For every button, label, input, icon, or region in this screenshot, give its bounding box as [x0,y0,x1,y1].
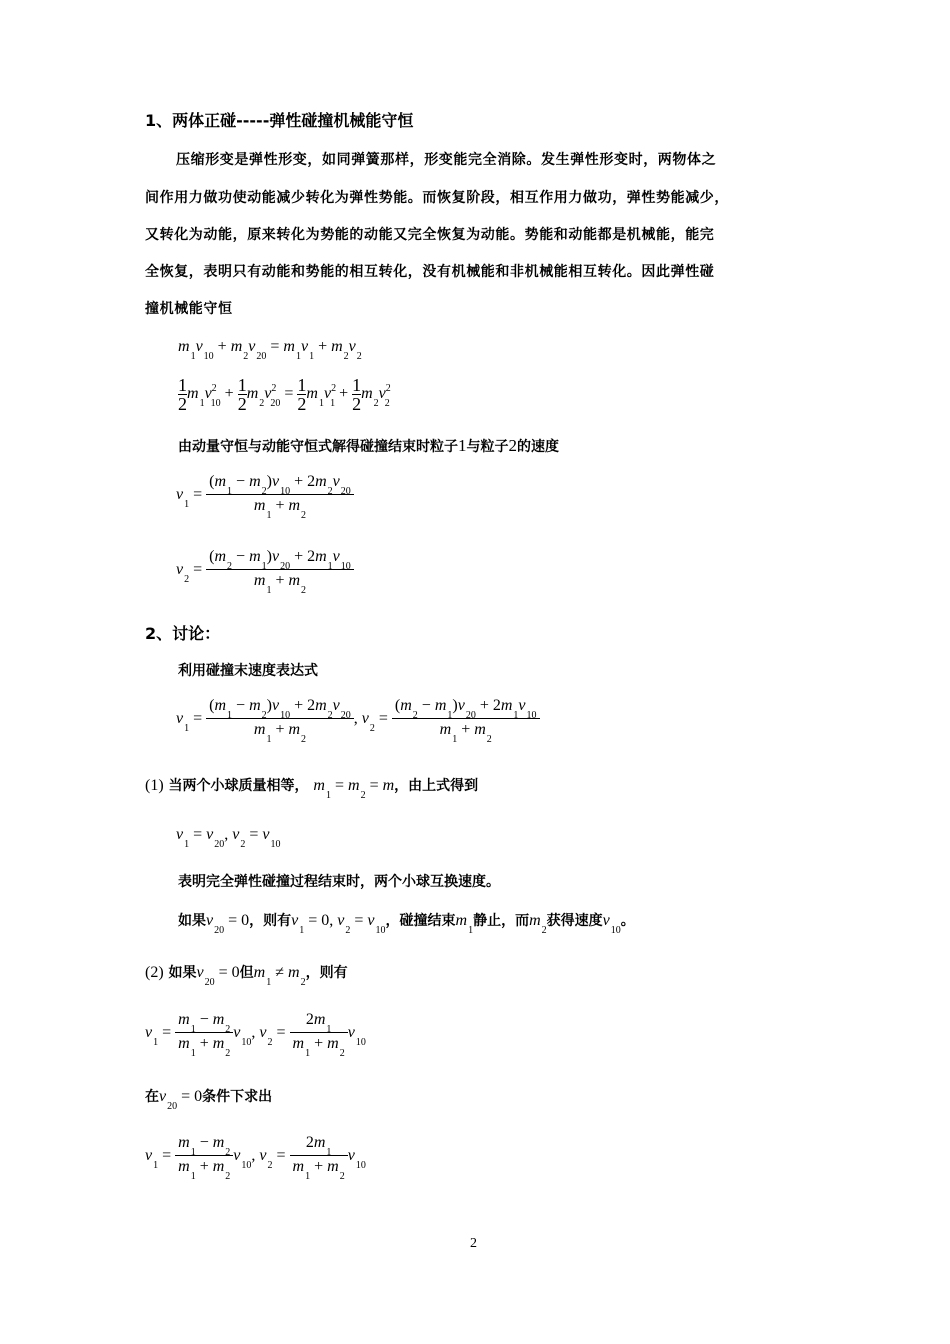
case2-text-c: ，则有 [305,965,348,981]
solve-sentence: 由动量守恒与动能守恒式解得碰撞结束时粒子1与粒子2的速度 [178,436,559,455]
case2-text-b: 但 [239,965,254,981]
body-line-2: 间作用力做功使动能减少转化为弹性势能。而恢复阶段，相互作用力做功，弹性势能减少， [145,190,729,206]
case1-text-b: ，由上式得到 [394,778,479,794]
section2-title: 2、讨论： [145,624,221,643]
body-line-4: 全恢复，表明只有动能和势能的相互转化，没有机械能和非机械能相互转化。因此弹性碰 [145,264,715,280]
page-number: 2 [470,1236,477,1251]
solve-text-c: 的速度 [517,439,559,455]
if-text-d: 静止，而 [473,913,530,929]
case1-text-a: 当两个小球质量相等， [168,778,309,794]
momentum-equation: $m_1v_{10} + m_2v_{20} = m_1v_1 + m_2v_2$ [178,338,362,362]
case2-label: (2) [145,964,164,981]
cond-text-b: 条件下求出 [202,1089,273,1105]
exchange-equation: $v_1 = v_{20}$, $v_2 = v_{10}$ [176,826,281,850]
exchange-text: 表明完全弹性碰撞过程结束时，两个小球互换速度。 [178,874,500,890]
v2-formula: $v_2$ = $\frac{(m_2 - m_1)v_{20} + 2m_1v_{10}}{m_1 + m_2}$ [176,547,354,594]
result-formula: $v_1$ = $\frac{m_1 - m_2}{m_1 + m_2}$ $v_{10}$, $v_2$ = $\frac{2m_1}{m_1 + m_2}$ $v_{10}$ [145,1134,366,1182]
energy-equation: $\frac{1}{2}$ $m_1v^2_{10}$ + $\frac{1}{2}$ $m_2v^2_{20}$ = $\frac{1}{2}$ $m_1v^2_1$ + $\frac{1}{2}$ $m_2v^2_2$ [178,375,391,414]
body-line-1: 压缩形变是弹性形变，如同弹簧那样，形变能完全消除。发生弹性形变时，两物体之 [176,152,717,168]
if-text-a: 如果 [178,913,206,929]
if-text-e: 获得速度 [546,913,603,929]
cond-text-a: 在 [145,1089,159,1105]
v1-formula: $v_1$ = $\frac{(m_1 - m_2)v_{10} + 2m_2v_{20}}{m_1 + m_2}$ [176,472,354,519]
solve-text-a: 由动量守恒与动能守恒式解得碰撞结束时粒子 [178,439,458,455]
section1-title: 1、两体正碰-----弹性碰撞机械能守恒 [145,111,414,130]
body-line-3: 又转化为动能，原来转化为势能的动能又完全恢复为动能。势能和动能都是机械能，能完 [145,227,715,243]
case2-line: (2) 如果$v_{20} = 0$但$m_1 \ne m_2$，则有 [145,964,348,988]
use-text: 利用碰撞末速度表达式 [178,663,318,679]
case1-label: (1) [145,777,164,794]
if-text-b: ，则有 [249,913,292,929]
case2-formula: $v_1$ = $\frac{m_1 - m_2}{m_1 + m_2}$ $v_{10}$, $v_2$ = $\frac{2m_1}{m_1 + m_2}$ $v_{10}$ [145,1011,366,1059]
combined-formula: $v_1$ = $\frac{(m_1 - m_2)v_{10} + 2m_2v_{20}}{m_1 + m_2}$ , $v_2$ = $\frac{(m_2 - m_1)v_{20} + 2m_1v_{10}}{m_1 + m_2}$ [176,696,540,743]
if-text-c: ，碰撞结束 [385,913,456,929]
condition-line: 在$v_{20} = 0$条件下求出 [145,1088,273,1112]
if-line: 如果$v_{20} = 0$，则有$v_1 = 0$, $v_2 = v_{10}$，碰撞结束$m_1$静止，而$m_2$获得速度$v_{10}$。 [178,912,635,936]
solve-text-b: 与粒子 [466,439,509,455]
if-text-f: 。 [620,913,635,929]
body-line-5: 撞机械能守恒 [145,301,233,317]
case1-line: (1) 当两个小球质量相等， $m_1 = m_2 = m$，由上式得到 [145,777,479,801]
case2-text-a: 如果 [168,965,197,981]
